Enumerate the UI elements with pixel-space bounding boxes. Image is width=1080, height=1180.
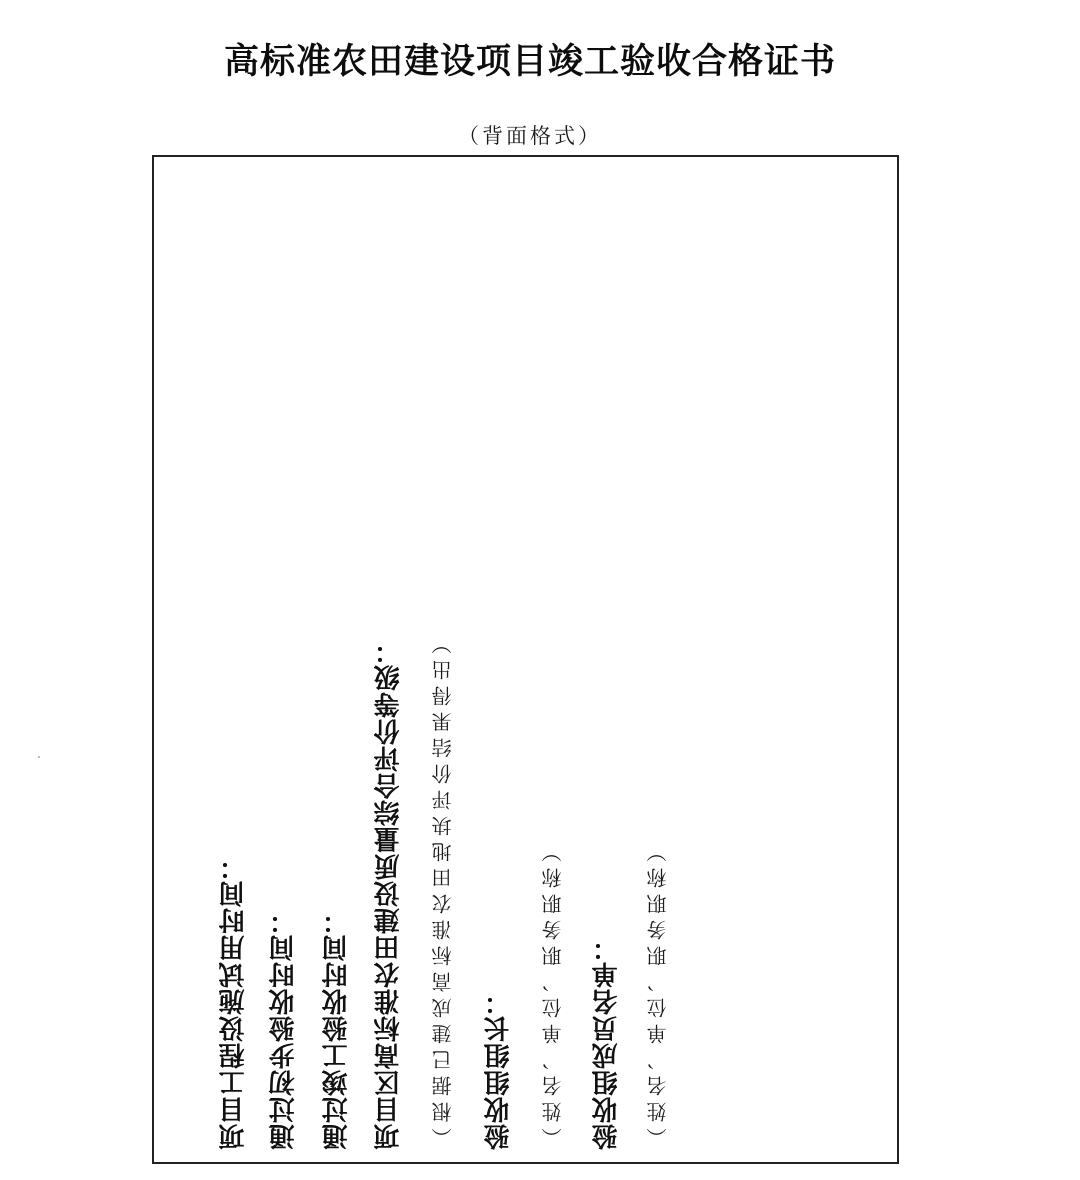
- field-preliminary-acceptance-time: 通过初步验收时间：: [269, 907, 299, 1150]
- field-trial-operation-time: 项目工程设施试用时间：: [219, 853, 249, 1150]
- document-title: 高标准农田建设项目竣工验收合格证书: [223, 41, 836, 82]
- field-quality-grade: 项目区高标准农田建设质量综合评价等级：: [374, 637, 404, 1150]
- scan-speck: [38, 756, 40, 758]
- field-team-members-note: （姓名、单位、职务职称）: [646, 836, 670, 1148]
- field-team-members: 验收组成员名单：: [592, 934, 622, 1150]
- field-team-leader: 验收组组长：: [484, 988, 514, 1150]
- field-completion-acceptance-time: 通过竣工验收时间：: [322, 907, 352, 1150]
- field-quality-grade-note: （根据已建成高标准农田地块评价结果得出）: [431, 628, 455, 1148]
- document-subtitle: （背面格式）: [458, 124, 602, 148]
- field-team-leader-note: （姓名、单位、职务职称）: [541, 836, 565, 1148]
